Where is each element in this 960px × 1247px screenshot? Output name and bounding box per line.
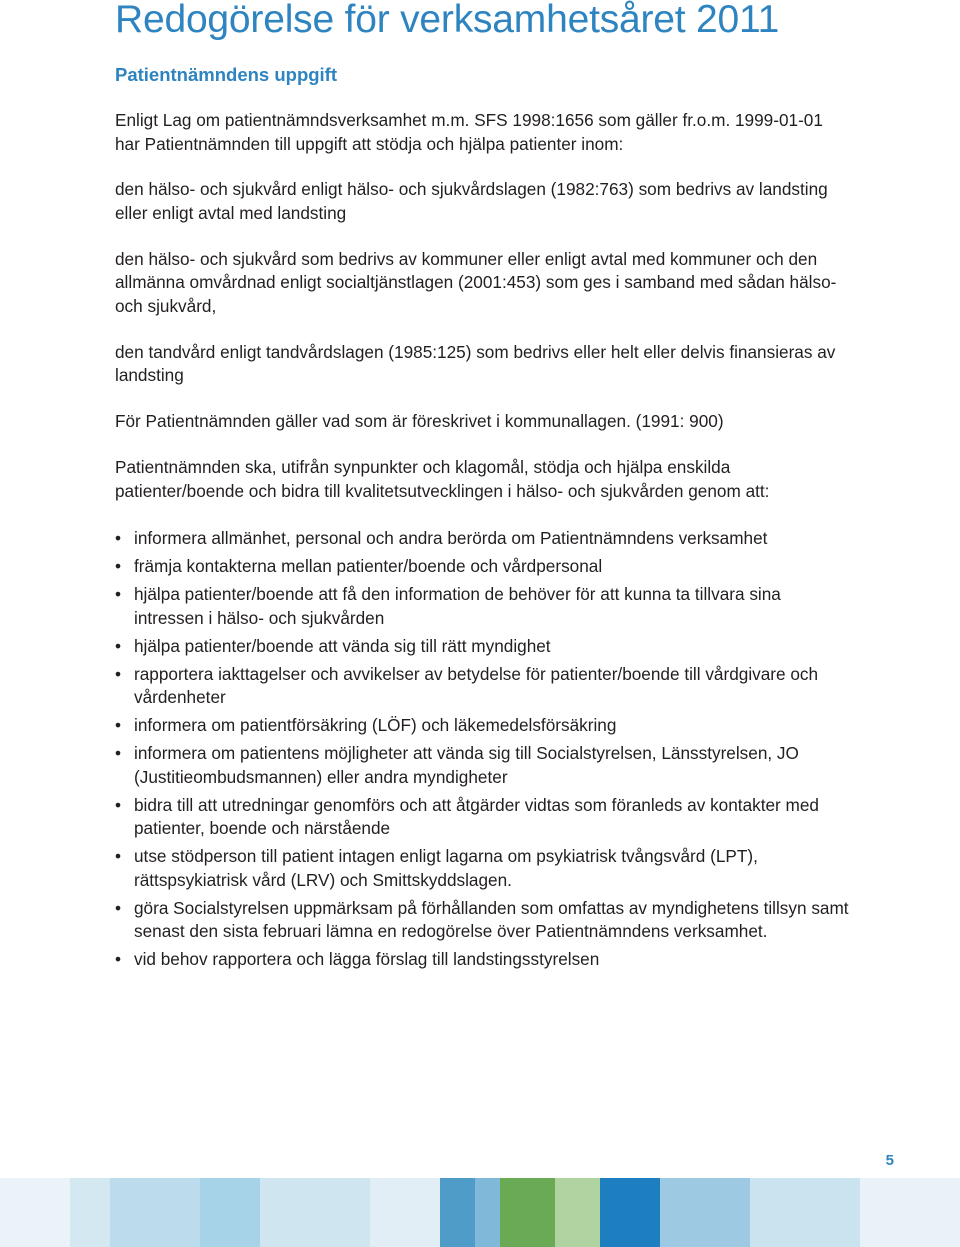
decor-stripe (750, 1178, 860, 1247)
list-item-text: rapportera iakttagelser och avvikelser av betydelse för patienter/boende till vårdgivare och vårdenheter (134, 663, 819, 707)
list-item-text: utse stödperson till patient intagen enligt lagarna om psykiatrisk tvångsvård (LPT), rättspsykiatrisk vård (LRV) och Smittskyddslagen. (134, 846, 758, 890)
bullet-icon: • (115, 584, 122, 604)
list-item-text: bidra till att utredningar genomförs och att åtgärder vidtas som föranleds av kontakter med patienter, boende och närstående (134, 794, 819, 838)
list-item-text: informera om patientförsäkring (LÖF) och läkemedelsförsäkring (134, 715, 617, 735)
decor-stripe (475, 1178, 500, 1247)
document-body (115, 109, 850, 976)
list-item (115, 845, 850, 892)
decor-stripe (200, 1178, 260, 1247)
task-list (115, 527, 850, 972)
list-item-text: informera om patientens möjligheter att vända sig till Socialstyrelsen, Länsstyrelsen, JO (Justitieombudsmannen) eller andra myndigheter (134, 743, 799, 787)
decor-stripe (555, 1178, 600, 1247)
list-item (115, 714, 850, 738)
decor-stripe (110, 1178, 200, 1247)
bullet-icon: • (115, 846, 122, 866)
list-item (115, 635, 850, 659)
list-item-text: främja kontakterna mellan patienter/boende och vårdpersonal (134, 556, 603, 576)
list-item (115, 583, 850, 630)
list-item (115, 663, 850, 710)
page-title: Redogörelse för verksamhetsåret 2011 (115, 0, 780, 41)
bullet-icon: • (115, 743, 122, 763)
scope-item-dental-care: den tandvård enligt tandvårdslagen (1985:125) som bedrivs eller helt eller delvis finansieras av landsting (115, 341, 836, 385)
bullet-icon: • (115, 794, 122, 815)
municipal-law-note: För Patientnämnden gäller vad som är föreskrivet i kommunallagen. (1991: 900) (115, 411, 724, 431)
list-item-text: hjälpa patienter/boende att vända sig till rätt myndighet (134, 635, 551, 656)
decor-stripe (0, 1178, 70, 1247)
bullet-icon: • (115, 949, 122, 969)
bullet-icon: • (115, 528, 122, 548)
bullet-icon: • (115, 715, 122, 735)
bullet-icon: • (115, 663, 122, 684)
decor-stripe (860, 1178, 960, 1247)
scope-item-health-care-regions: den hälso- och sjukvård enligt hälso- och sjukvårdslagen (1982:763) som bedrivs av landsting eller enligt avtal med landsting (115, 179, 828, 223)
decorative-stripe-band (0, 1178, 960, 1247)
decor-stripe (660, 1178, 750, 1247)
list-item-text: informera allmänhet, personal och andra berörda om Patientnämndens verksamhet (134, 528, 768, 548)
list-item (115, 948, 850, 972)
list-item-text: vid behov rapportera och lägga förslag till landstingsstyrelsen (134, 949, 600, 969)
decor-stripe (370, 1178, 440, 1247)
list-item (115, 555, 850, 579)
list-item-text: göra Socialstyrelsen uppmärksam på förhållanden som omfattas av myndighetens tillsyn samt senast den sista februari lämna en redogörelse över Patientnämndens verksamhet. (134, 897, 849, 941)
decor-stripe (440, 1178, 475, 1247)
section-heading: Patientnämndens uppgift (115, 64, 337, 85)
decor-stripe (500, 1178, 555, 1247)
bullet-icon: • (115, 556, 122, 576)
list-item (115, 527, 850, 551)
list-item (115, 742, 850, 789)
list-item-text: hjälpa patienter/boende att få den information de behöver för att kunna ta tillvara sina intressen i hälso- och sjukvården (134, 584, 781, 628)
bullet-icon: • (115, 635, 122, 656)
decor-stripe (260, 1178, 370, 1247)
purpose-paragraph: Patientnämnden ska, utifrån synpunkter och klagomål, stödja och hjälpa enskilda patienter/boende och bidra till kvalitetsutvecklingen i hälso- och sjukvården genom att: (115, 457, 770, 501)
bullet-icon: • (115, 897, 122, 918)
decor-stripe (70, 1178, 110, 1247)
list-item (115, 794, 850, 841)
page-number: 5 (885, 1152, 894, 1169)
intro-paragraph: Enligt Lag om patientnämndsverksamhet m.m. SFS 1998:1656 som gäller fr.o.m. 1999-01-01 har Patientnämnden till uppgift att stödja och hjälpa patienter inom: (115, 110, 823, 154)
decor-stripe (600, 1178, 660, 1247)
scope-item-municipal-care: den hälso- och sjukvård som bedrivs av kommuner eller enligt avtal med kommuner och den allmänna omvårdnad enligt socialtjänstlagen (2001:453) som ges i samband med sådan hälso- och sjukvård, (115, 248, 837, 316)
list-item (115, 897, 850, 944)
